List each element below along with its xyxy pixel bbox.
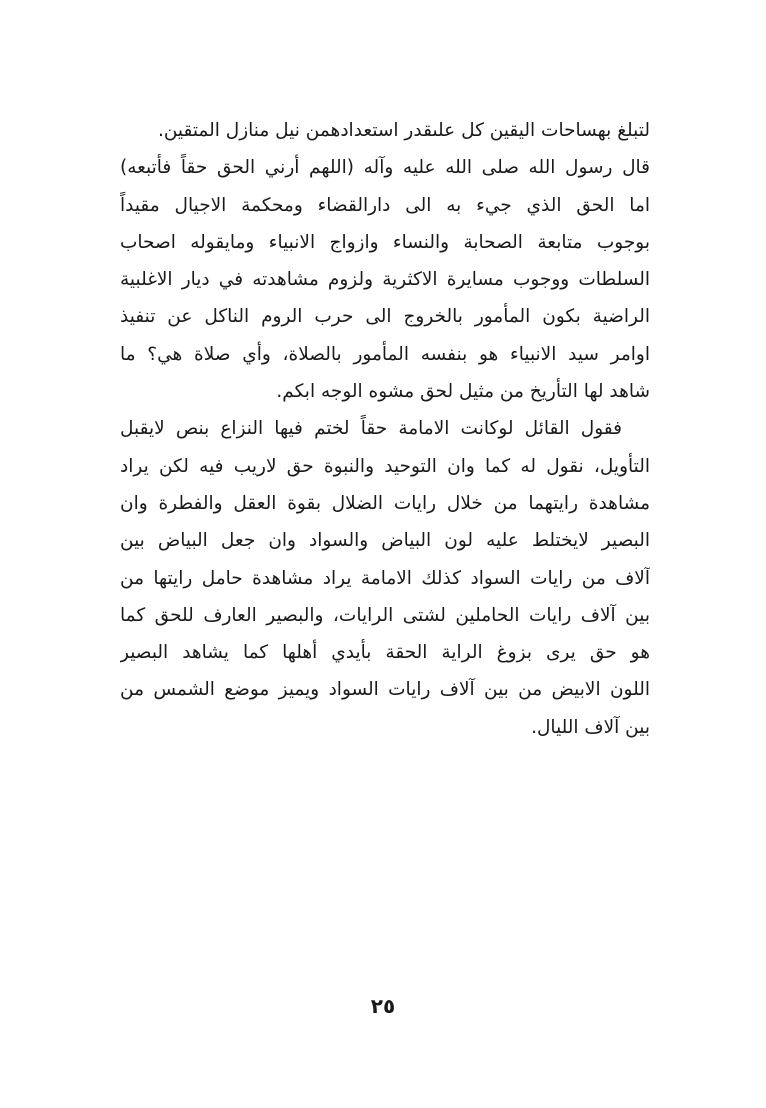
text-line: بين آلاف رايات الحاملين لشتى الرايات، والبصير العارف للحق كما — [120, 604, 650, 626]
text-line: فقول القائل لوكانت الامامة حقاً لختم فيها النزاع بنص لايقبل — [120, 418, 622, 440]
text-line: قال رسول الله صلى الله عليه وآله (اللهم أرني الحق حقاً فأتبعه) — [120, 157, 650, 179]
text-line: البصير لايختلط عليه لون البياض والسواد وان جعل البياض بين — [120, 530, 650, 552]
text-line: مشاهدة رايتهما من خلال رايات الضلال بقوة العقل والفطرة وان — [120, 492, 650, 514]
text-line: شاهد لها التأريخ من مثيل لحق مشوه الوجه ابكم. — [276, 381, 650, 403]
text-line: لتبلغ بهساحات اليقين كل علىقدر استعدادهمن نيل منازل المتقين. — [157, 120, 650, 141]
text-line: التأويل، نقول له كما وان التوحيد والنبوة حق لاريب فيه لكن يراد — [120, 455, 650, 477]
text-line: بين آلاف الليال. — [531, 716, 650, 738]
text-line: اما الحق الذي جيء به الى دارالقضاء ومحكمة الاجيال مقيداً — [120, 194, 650, 216]
text-line: بوجوب متابعة الصحابة والنساء وازواج الانبياء ومايقوله اصحاب — [120, 231, 650, 253]
page-number: ٢٥ — [370, 994, 396, 1018]
text-line: اوامر سيد الانبياء هو بنفسه المأمور بالصلاة، وأي صلاة هي؟ ما — [120, 343, 650, 365]
text-line: آلاف من رايات السواد كذلك الامامة يراد مشاهدة حامل رايتها من — [120, 567, 650, 589]
body-text — [120, 112, 650, 746]
text-line: الراضية بكون المأمور بالخروج الى حرب الروم الناكل عن تنفيذ — [120, 306, 650, 328]
text-line: هو حق يرى بزوغ الراية الحقة بأيدي أهلها كما يشاهد البصير — [120, 642, 650, 664]
text-line: السلطات ووجوب مسايرة الاكثرية ولزوم مشاهدته في ديار الاغلبية — [120, 269, 650, 291]
text-line: اللون الابيض من بين آلاف رايات السواد ويميز موضع الشمس من — [120, 679, 650, 701]
